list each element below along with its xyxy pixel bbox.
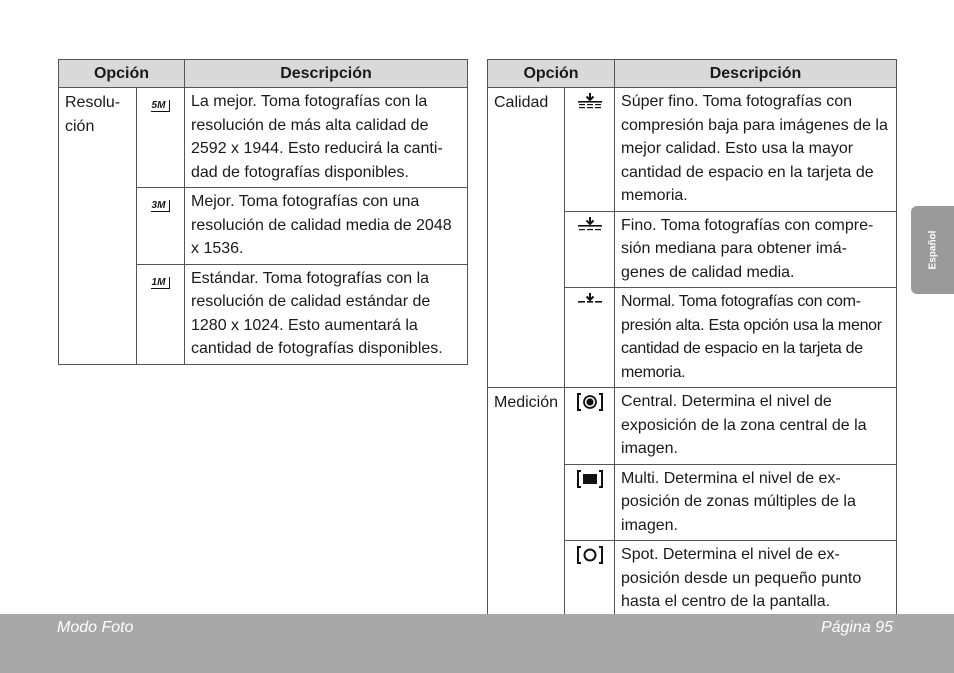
footer-section-title: Modo Foto bbox=[57, 619, 134, 636]
normal-quality-icon bbox=[565, 288, 615, 388]
description-cell: Mejor. Toma fotografías con una resolución de calidad media de 2048 x 1536. bbox=[185, 188, 468, 265]
description-cell: La mejor. Toma fotografías con la resolución de más alta calidad de 2592 x 1944. Esto reducirá la canti-dad de fotografías disponibles. bbox=[185, 88, 468, 188]
option-name-quality: Calidad bbox=[488, 88, 565, 388]
resolution-1m-icon: 1M bbox=[137, 264, 185, 364]
resolution-3m-icon: 3M bbox=[137, 188, 185, 265]
super-fine-quality-icon bbox=[565, 88, 615, 212]
description-cell: Súper fino. Toma fotografías con compresión baja para imágenes de la mejor calidad. Esto usa la mayor cantidad de espacio en la tarjeta de memoria. bbox=[615, 88, 897, 212]
language-side-tab bbox=[911, 206, 954, 294]
description-cell: Multi. Determina el nivel de ex-posición de zonas múltiples de la imagen. bbox=[615, 464, 897, 541]
description-cell: Normal. Toma fotografías con com-presión alta. Esta opción usa la menor cantidad de espacio en la tarjeta de memoria. bbox=[615, 288, 897, 388]
page-footer bbox=[0, 614, 954, 673]
resolution-options-table bbox=[58, 59, 468, 365]
header-option: Opción bbox=[59, 60, 185, 88]
header-option: Opción bbox=[488, 60, 615, 88]
resolution-5m-icon: 5M bbox=[137, 88, 185, 188]
center-metering-icon bbox=[565, 388, 615, 465]
table-header-row bbox=[59, 60, 468, 88]
option-name-metering: Medición bbox=[488, 388, 565, 618]
quality-metering-options-table bbox=[487, 59, 897, 618]
spot-metering-icon bbox=[565, 541, 615, 618]
footer-page-number: Página 95 bbox=[820, 619, 893, 636]
table-row bbox=[488, 388, 897, 465]
description-cell: Central. Determina el nivel de exposición de la zona central de la imagen. bbox=[615, 388, 897, 465]
header-description: Descripción bbox=[185, 60, 468, 88]
fine-quality-icon bbox=[565, 211, 615, 288]
description-cell: Estándar. Toma fotografías con la resolución de calidad estándar de 1280 x 1024. Esto aumentará la cantidad de fotografías disponibles. bbox=[185, 264, 468, 364]
table-row bbox=[488, 88, 897, 212]
description-cell: Fino. Toma fotografías con compre-sión mediana para obtener imá-genes de calidad media. bbox=[615, 211, 897, 288]
description-cell: Spot. Determina el nivel de ex-posición desde un pequeño punto hasta el centro de la pantalla. bbox=[615, 541, 897, 618]
side-tab-label: Español bbox=[927, 230, 938, 270]
table-header-row bbox=[488, 60, 897, 88]
multi-metering-icon bbox=[565, 464, 615, 541]
header-description: Descripción bbox=[615, 60, 897, 88]
option-name-resolution: Resolu- ción bbox=[59, 88, 137, 365]
table-row bbox=[59, 88, 468, 188]
